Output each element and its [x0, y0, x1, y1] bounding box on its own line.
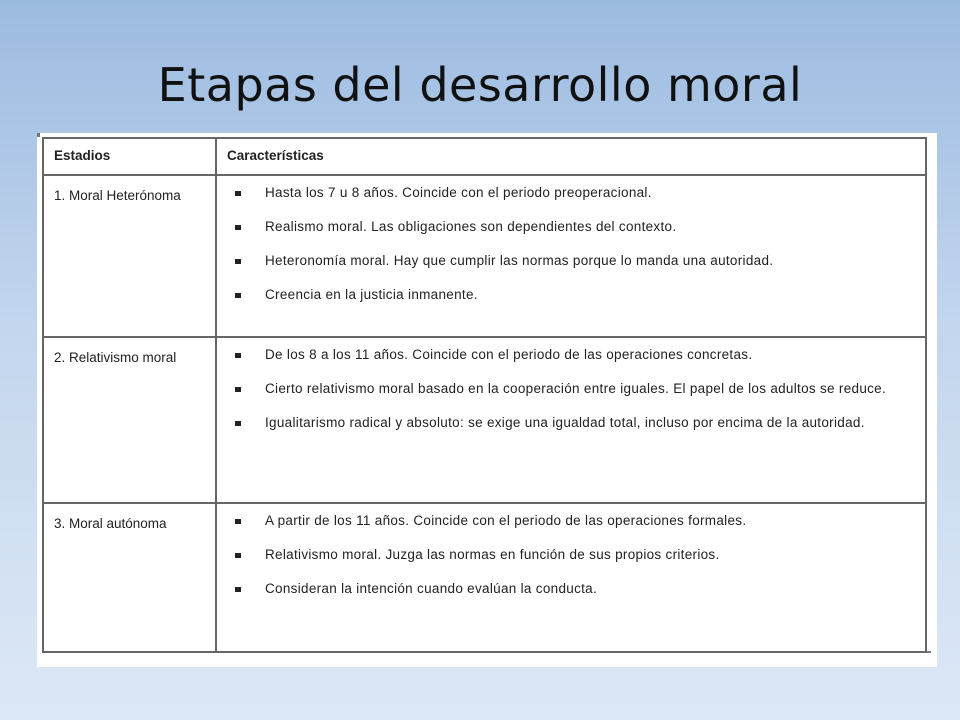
list-item: De los 8 a los 11 años. Coincide con el periodo de las operaciones concretas.	[229, 344, 909, 365]
slide-title: Etapas del desarrollo moral	[157, 58, 803, 112]
table-header-row	[43, 138, 926, 175]
stages-table	[42, 137, 927, 653]
list-item: Creencia en la justicia inmanente.	[229, 284, 909, 305]
list-item: Cierto relativismo moral basado en la cooperación entre iguales. El papel de los adultos se reduce.	[229, 378, 909, 399]
characteristics-list	[229, 510, 909, 599]
header-characteristics: Características	[216, 138, 926, 175]
header-stages: Estadios	[43, 138, 216, 175]
list-item: Heteronomía moral. Hay que cumplir las normas porque lo manda una autoridad.	[229, 250, 909, 271]
characteristics-cell	[216, 175, 926, 337]
stage-cell	[43, 175, 216, 337]
stage-name: 3. Moral autónoma	[54, 516, 167, 531]
list-item: Igualitarismo radical y absoluto: se exige una igualdad total, incluso por encima de la autoridad.	[229, 412, 909, 433]
list-item: Hasta los 7 u 8 años. Coincide con el periodo preoperacional.	[229, 182, 909, 203]
table-row	[43, 175, 926, 337]
stage-cell	[43, 337, 216, 503]
table-row	[43, 337, 926, 503]
stage-cell	[43, 503, 216, 652]
table-image	[37, 133, 937, 667]
characteristics-list	[229, 344, 909, 433]
list-item: A partir de los 11 años. Coincide con el periodo de las operaciones formales.	[229, 510, 909, 531]
table-row	[43, 503, 926, 652]
list-item: Relativismo moral. Juzga las normas en función de sus propios criterios.	[229, 544, 909, 565]
list-item: Realismo moral. Las obligaciones son dependientes del contexto.	[229, 216, 909, 237]
stage-name: 2. Relativismo moral	[54, 350, 177, 365]
characteristics-cell	[216, 503, 926, 652]
stage-name: 1. Moral Heterónoma	[54, 188, 181, 203]
characteristics-cell	[216, 337, 926, 503]
characteristics-list	[229, 182, 909, 305]
frame-tick	[37, 133, 40, 137]
list-item: Consideran la intención cuando evalúan la conducta.	[229, 578, 909, 599]
